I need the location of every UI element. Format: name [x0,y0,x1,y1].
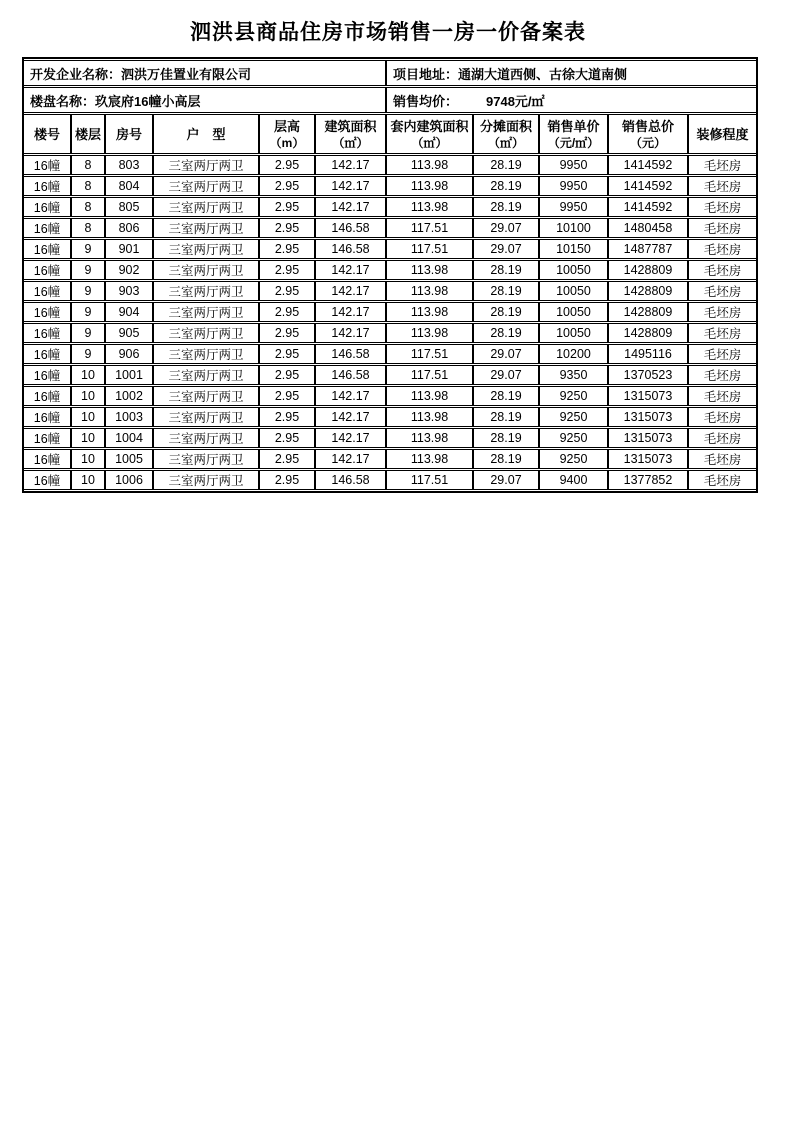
table-cell: 10 [70,407,104,427]
table-cell: 三室两厅两卫 [152,239,258,259]
table-cell: 三室两厅两卫 [152,344,258,364]
table-row [24,344,756,364]
property-name-value: 玖宸府16幢小高层 [95,93,201,109]
table-cell: 113.98 [385,449,472,469]
column-label: 户 型 [186,126,226,142]
table-cell: 142.17 [314,260,385,280]
table-row [24,176,756,196]
table-cell: 2.95 [258,449,314,469]
table-cell: 16幢 [24,218,70,238]
table-cell: 906 [104,344,152,364]
table-cell: 2.95 [258,176,314,196]
table-cell: 16幢 [24,176,70,196]
table-row [24,281,756,301]
info-row-2 [24,87,756,113]
table-cell: 1315073 [607,407,687,427]
table-cell: 9250 [538,386,607,406]
table-cell: 113.98 [385,260,472,280]
table-cell: 16幢 [24,197,70,217]
table-cell: 28.19 [472,197,538,217]
table-cell: 146.58 [314,344,385,364]
table-cell: 16幢 [24,470,70,490]
property-name-label: 楼盘名称： [30,93,96,109]
table-cell: 2.95 [258,365,314,385]
table-cell: 10050 [538,302,607,322]
table-cell: 1370523 [607,365,687,385]
table-cell: 113.98 [385,428,472,448]
column-unit: （㎡） [332,135,369,150]
table-cell: 146.58 [314,239,385,259]
table-cell: 142.17 [314,323,385,343]
table-cell: 三室两厅两卫 [152,302,258,322]
table-cell: 9950 [538,155,607,175]
table-cell: 113.98 [385,302,472,322]
developer-name-cell [24,60,385,86]
table-cell: 904 [104,302,152,322]
column-unit: （㎡） [411,135,448,150]
table-cell: 10 [70,365,104,385]
column-header-row [24,114,756,154]
table-cell: 16幢 [24,302,70,322]
table-cell: 1315073 [607,428,687,448]
table-cell: 2.95 [258,218,314,238]
table-cell: 905 [104,323,152,343]
table-cell: 2.95 [258,155,314,175]
table-cell: 2.95 [258,281,314,301]
table-cell: 16幢 [24,323,70,343]
unit-rows [24,155,756,490]
column-label: 套内建筑面积 [390,118,469,134]
column-label: 销售总价 [621,118,674,134]
column-label: 建筑面积 [324,118,377,134]
table-cell: 146.58 [314,470,385,490]
table-cell: 8 [70,218,104,238]
table-cell: 三室两厅两卫 [152,449,258,469]
table-cell: 10 [70,428,104,448]
table-cell: 29.07 [472,470,538,490]
table-cell: 2.95 [258,239,314,259]
table-cell: 2.95 [258,470,314,490]
table-cell: 142.17 [314,386,385,406]
table-row [24,323,756,343]
table-row [24,365,756,385]
table-cell: 9400 [538,470,607,490]
table-cell: 三室两厅两卫 [152,218,258,238]
table-cell: 142.17 [314,197,385,217]
table-cell: 2.95 [258,323,314,343]
table-cell: 三室两厅两卫 [152,470,258,490]
table-cell: 16幢 [24,449,70,469]
column-label: 分摊面积 [479,118,532,134]
table-cell: 28.19 [472,155,538,175]
table-row [24,470,756,490]
table-row [24,197,756,217]
table-cell: 三室两厅两卫 [152,281,258,301]
table-cell: 16幢 [24,365,70,385]
table-cell: 142.17 [314,407,385,427]
table-cell: 8 [70,197,104,217]
col-header-unit-price [538,114,607,154]
table-cell: 113.98 [385,197,472,217]
table-cell: 1428809 [607,260,687,280]
table-cell: 113.98 [385,281,472,301]
table-cell: 10050 [538,323,607,343]
table-cell: 8 [70,176,104,196]
table-cell: 2.95 [258,428,314,448]
table-row [24,155,756,175]
table-cell: 803 [104,155,152,175]
col-header-total-price [607,114,687,154]
col-header-gross-area [314,114,385,154]
table-cell: 1414592 [607,176,687,196]
column-label: 层高 [273,118,300,134]
table-cell: 1006 [104,470,152,490]
table-cell: 16幢 [24,407,70,427]
table-cell: 28.19 [472,428,538,448]
table-cell: 805 [104,197,152,217]
table-cell: 10050 [538,281,607,301]
table-cell: 142.17 [314,281,385,301]
table-cell: 1315073 [607,449,687,469]
table-row [24,428,756,448]
table-cell: 113.98 [385,407,472,427]
average-price-value: 9748元/㎡ [486,93,545,109]
table-cell: 16幢 [24,239,70,259]
col-header-building [24,114,70,154]
info-row-1 [24,60,756,86]
project-address-value: 通湖大道西侧、古徐大道南侧 [458,66,628,82]
column-label: 楼层 [74,126,101,142]
table-cell: 10 [70,386,104,406]
table-cell: 146.58 [314,218,385,238]
table-cell: 29.07 [472,365,538,385]
table-cell: 毛坯房 [687,407,756,427]
table-cell: 16幢 [24,155,70,175]
developer-name-label: 开发企业名称： [30,66,122,82]
table-cell: 28.19 [472,281,538,301]
table-cell: 29.07 [472,218,538,238]
table-cell: 三室两厅两卫 [152,197,258,217]
table-cell: 113.98 [385,176,472,196]
table-cell: 毛坯房 [687,449,756,469]
table-cell: 毛坯房 [687,323,756,343]
table-cell: 10200 [538,344,607,364]
table-cell: 9 [70,260,104,280]
table-cell: 2.95 [258,302,314,322]
table-cell: 1414592 [607,197,687,217]
table-cell: 毛坯房 [687,365,756,385]
table-cell: 804 [104,176,152,196]
table-cell: 142.17 [314,449,385,469]
table-cell: 毛坯房 [687,218,756,238]
table-row [24,449,756,469]
table-cell: 16幢 [24,386,70,406]
developer-name-value: 泗洪万佳置业有限公司 [121,66,252,82]
table-cell: 28.19 [472,323,538,343]
table-cell: 2.95 [258,197,314,217]
table-cell: 毛坯房 [687,281,756,301]
col-header-room [104,114,152,154]
table-row [24,407,756,427]
table-cell: 毛坯房 [687,197,756,217]
table-cell: 三室两厅两卫 [152,260,258,280]
table-cell: 9 [70,239,104,259]
table-cell: 1428809 [607,302,687,322]
table-cell: 三室两厅两卫 [152,176,258,196]
project-address-cell [385,60,756,86]
table-cell: 113.98 [385,386,472,406]
table-cell: 117.51 [385,470,472,490]
table-cell: 142.17 [314,155,385,175]
col-header-story-height [258,114,314,154]
property-name-cell [24,87,385,113]
table-cell: 902 [104,260,152,280]
table-cell: 9250 [538,428,607,448]
table-cell: 三室两厅两卫 [152,407,258,427]
table-cell: 1315073 [607,386,687,406]
table-cell: 117.51 [385,365,472,385]
table-row [24,218,756,238]
table-cell: 2.95 [258,260,314,280]
table-cell: 1428809 [607,323,687,343]
table-cell: 毛坯房 [687,344,756,364]
table-cell: 901 [104,239,152,259]
table-cell: 9250 [538,449,607,469]
table-cell: 9 [70,344,104,364]
table-cell: 1414592 [607,155,687,175]
table-cell: 142.17 [314,428,385,448]
table-row [24,239,756,259]
table-cell: 806 [104,218,152,238]
table-cell: 117.51 [385,239,472,259]
table-cell: 三室两厅两卫 [152,323,258,343]
table-cell: 2.95 [258,344,314,364]
table-cell: 9 [70,302,104,322]
table-cell: 16幢 [24,281,70,301]
table-cell: 113.98 [385,323,472,343]
table-cell: 28.19 [472,407,538,427]
average-price-label: 销售均价： [393,93,459,109]
table-cell: 28.19 [472,449,538,469]
table-cell: 117.51 [385,218,472,238]
column-unit: （m） [269,135,305,150]
table-cell: 9 [70,281,104,301]
table-cell: 28.19 [472,176,538,196]
table-row [24,302,756,322]
table-cell: 1002 [104,386,152,406]
table-cell: 毛坯房 [687,386,756,406]
col-header-unit-type [152,114,258,154]
table-cell: 9350 [538,365,607,385]
table-cell: 1480458 [607,218,687,238]
table-cell: 毛坯房 [687,260,756,280]
table-cell: 1005 [104,449,152,469]
table-cell: 29.07 [472,239,538,259]
table-cell: 毛坯房 [687,239,756,259]
table-cell: 10 [70,470,104,490]
table-cell: 9950 [538,197,607,217]
table-cell: 29.07 [472,344,538,364]
table-cell: 16幢 [24,428,70,448]
table-cell: 142.17 [314,302,385,322]
table-cell: 9950 [538,176,607,196]
table-cell: 8 [70,155,104,175]
project-address-label: 项目地址： [393,66,459,82]
table-cell: 10100 [538,218,607,238]
table-cell: 28.19 [472,386,538,406]
table-cell: 16幢 [24,260,70,280]
table-row [24,260,756,280]
table-row [24,386,756,406]
table-cell: 9250 [538,407,607,427]
table-cell: 毛坯房 [687,302,756,322]
column-unit: （元/㎡） [547,135,600,150]
col-header-decoration [687,114,756,154]
document-title: 泗洪县商品住房市场销售一房一价备案表 [190,20,586,44]
table-cell: 1003 [104,407,152,427]
table-cell: 903 [104,281,152,301]
table-cell: 146.58 [314,365,385,385]
table-cell: 1428809 [607,281,687,301]
col-header-inner-area [385,114,472,154]
table-cell: 三室两厅两卫 [152,386,258,406]
table-cell: 10150 [538,239,607,259]
column-label: 楼号 [33,126,60,142]
table-cell: 1487787 [607,239,687,259]
table-cell: 三室两厅两卫 [152,428,258,448]
table-cell: 三室两厅两卫 [152,155,258,175]
table-cell: 10050 [538,260,607,280]
column-label: 房号 [115,126,142,142]
table-cell: 1495116 [607,344,687,364]
column-unit: （元） [629,135,666,150]
table-cell: 1001 [104,365,152,385]
col-header-floor [70,114,104,154]
info-section [24,60,756,154]
table-cell: 16幢 [24,344,70,364]
table-cell: 10 [70,449,104,469]
table-cell: 毛坯房 [687,176,756,196]
table-cell: 28.19 [472,260,538,280]
table-cell: 1004 [104,428,152,448]
table-cell: 117.51 [385,344,472,364]
table-cell: 113.98 [385,155,472,175]
table-cell: 毛坯房 [687,155,756,175]
table-cell: 三室两厅两卫 [152,365,258,385]
table-cell: 毛坯房 [687,428,756,448]
table-cell: 9 [70,323,104,343]
table-cell: 142.17 [314,176,385,196]
table-cell: 毛坯房 [687,470,756,490]
col-header-shared-area [472,114,538,154]
column-unit: （㎡） [487,135,524,150]
record-table [22,57,758,493]
table-cell: 2.95 [258,407,314,427]
table-cell: 1377852 [607,470,687,490]
table-cell: 28.19 [472,302,538,322]
average-price-cell [385,87,756,113]
column-label: 装修程度 [696,126,749,142]
table-cell: 2.95 [258,386,314,406]
column-label: 销售单价 [547,118,600,134]
